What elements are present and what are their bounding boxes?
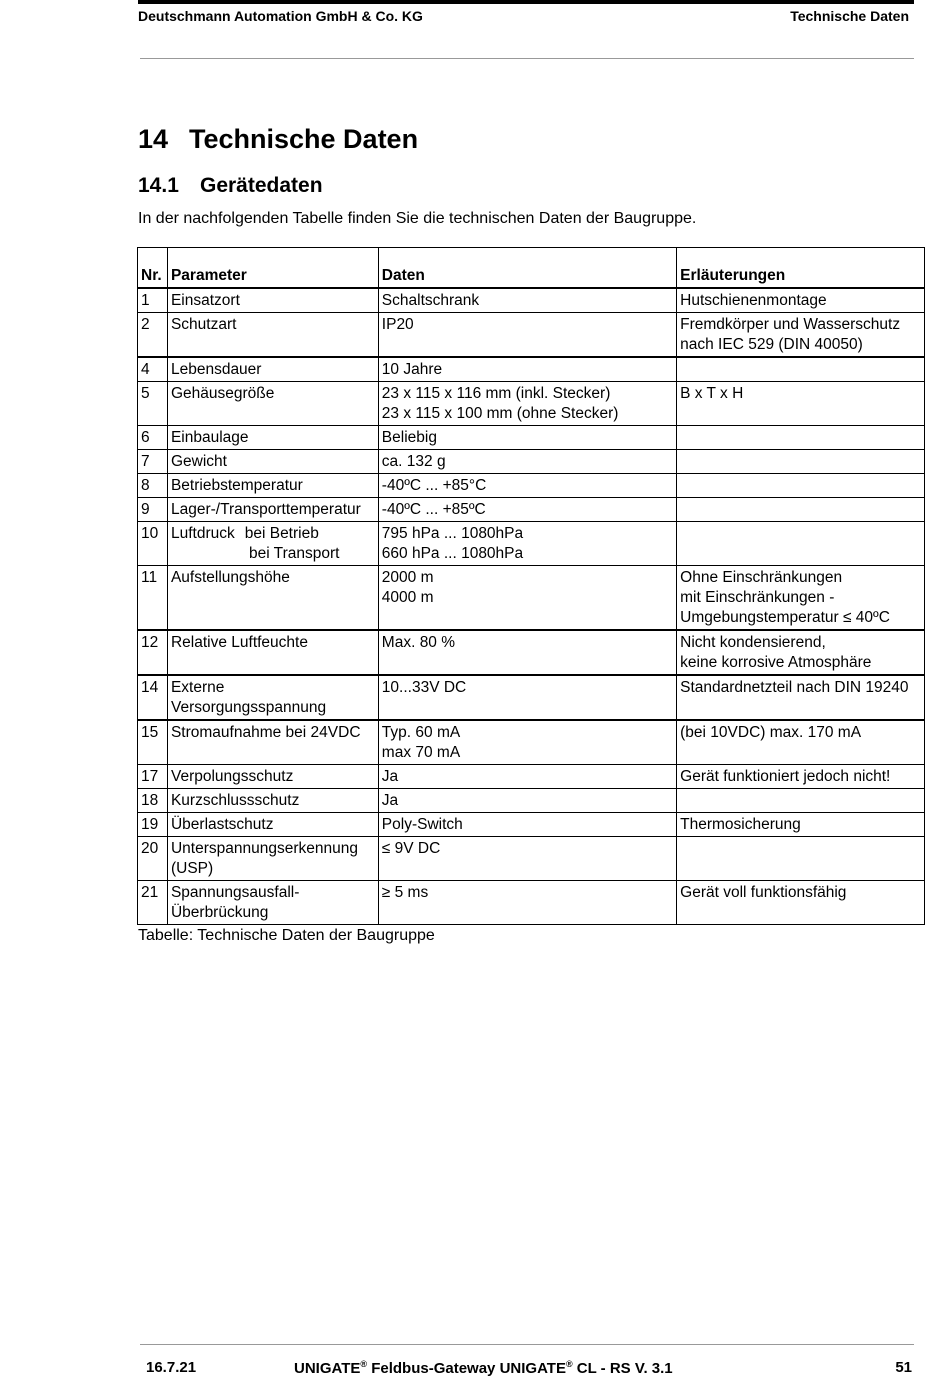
cell-nr: 9 bbox=[138, 498, 168, 522]
cell-parameter bbox=[167, 837, 378, 881]
cell-text: Schaltschrank bbox=[381, 292, 480, 309]
cell-text: Relative Luftfeuchte bbox=[170, 634, 308, 651]
cell-nr: 18 bbox=[138, 789, 168, 813]
cell-nr: 12 bbox=[138, 630, 168, 675]
cell-text: Thermosicherung bbox=[680, 816, 801, 833]
cell-nr: 14 bbox=[138, 675, 168, 720]
table-row bbox=[138, 498, 925, 522]
cell-daten bbox=[378, 357, 676, 382]
cell-text bbox=[171, 524, 375, 544]
table-body bbox=[138, 288, 925, 925]
cell-parameter bbox=[167, 450, 378, 474]
table-row bbox=[138, 426, 925, 450]
cell-text: 23 x 115 x 116 mm (inkl. Stecker) bbox=[381, 385, 611, 402]
cell-erlaeuterungen bbox=[677, 630, 925, 675]
cell-erlaeuterungen bbox=[677, 474, 925, 498]
cell-text: Versorgungsspannung bbox=[170, 699, 327, 716]
cell-nr: 2 bbox=[138, 313, 168, 358]
cell-text: Typ. 60 mA bbox=[381, 724, 461, 741]
footer-divider bbox=[140, 1344, 914, 1345]
header-top-rule bbox=[138, 0, 914, 4]
cell-text: 10...33V DC bbox=[381, 679, 467, 696]
table-row bbox=[138, 357, 925, 382]
cell-daten bbox=[378, 426, 676, 450]
cell-daten bbox=[378, 288, 676, 313]
cell-text: Einbaulage bbox=[170, 429, 249, 446]
cell-text: (bei 10VDC) max. 170 mA bbox=[680, 724, 862, 741]
cell-nr: 5 bbox=[138, 382, 168, 426]
cell-parameter bbox=[167, 765, 378, 789]
cell-parameter bbox=[167, 789, 378, 813]
cell-nr: 6 bbox=[138, 426, 168, 450]
cell-parameter bbox=[167, 382, 378, 426]
table-row bbox=[138, 837, 925, 881]
footer-title-end: CL - RS V. 3.1 bbox=[572, 1360, 673, 1377]
cell-daten bbox=[378, 450, 676, 474]
chapter-heading bbox=[138, 124, 418, 155]
cell-erlaeuterungen bbox=[677, 566, 925, 631]
cell-text: Betriebstemperatur bbox=[170, 477, 303, 494]
table-header-row bbox=[138, 248, 925, 289]
chapter-number: 14 bbox=[138, 124, 169, 154]
cell-text: Fremdkörper und Wasserschutz bbox=[680, 316, 901, 333]
cell-text: Lager-/Transporttemperatur bbox=[170, 501, 361, 518]
section-heading bbox=[138, 174, 323, 198]
cell-nr: 21 bbox=[138, 881, 168, 925]
header-daten: Daten bbox=[378, 248, 676, 289]
cell-text: Schutzart bbox=[170, 316, 237, 333]
cell-parameter bbox=[167, 881, 378, 925]
cell-daten bbox=[378, 498, 676, 522]
cell-nr: 11 bbox=[138, 566, 168, 631]
header-erlaeuterungen: Erläuterungen bbox=[677, 248, 925, 289]
footer-title bbox=[294, 1359, 673, 1377]
cell-text: 23 x 115 x 100 mm (ohne Stecker) bbox=[381, 405, 619, 422]
cell-text: Aufstellungshöhe bbox=[170, 569, 290, 586]
cell-nr: 17 bbox=[138, 765, 168, 789]
cell-erlaeuterungen bbox=[677, 382, 925, 426]
cell-erlaeuterungen bbox=[677, 765, 925, 789]
cell-text: Ja bbox=[381, 768, 399, 785]
header-parameter: Parameter bbox=[167, 248, 378, 289]
cell-text: -40ºC ... +85°C bbox=[381, 477, 487, 494]
cell-parameter bbox=[167, 566, 378, 631]
section-title: Gerätedaten bbox=[200, 174, 323, 197]
table-row bbox=[138, 720, 925, 765]
cell-text: keine korrosive Atmosphäre bbox=[680, 654, 872, 671]
table-row bbox=[138, 382, 925, 426]
cell-erlaeuterungen bbox=[677, 288, 925, 313]
technical-data-table bbox=[137, 247, 925, 925]
cell-daten bbox=[378, 474, 676, 498]
cell-nr: 10 bbox=[138, 522, 168, 566]
cell-text: Verpolungsschutz bbox=[170, 768, 294, 785]
cell-text: 4000 m bbox=[381, 589, 434, 606]
header-divider bbox=[140, 58, 914, 59]
cell-nr: 19 bbox=[138, 813, 168, 837]
footer-title-middle: Feldbus-Gateway UNIGATE bbox=[367, 1360, 566, 1377]
cell-text: 2000 m bbox=[381, 569, 434, 586]
cell-text: Überbrückung bbox=[170, 904, 269, 921]
cell-text: 660 hPa ... 1080hPa bbox=[381, 545, 524, 562]
table-row bbox=[138, 813, 925, 837]
cell-parameter bbox=[167, 288, 378, 313]
cell-text: ca. 132 g bbox=[381, 453, 446, 470]
cell-text: -40ºC ... +85ºC bbox=[381, 501, 486, 518]
cell-text: Unterspannungserkennung bbox=[170, 840, 358, 857]
cell-text: 795 hPa ... 1080hPa bbox=[381, 525, 524, 542]
cell-text bbox=[171, 544, 375, 564]
cell-daten bbox=[378, 522, 676, 566]
cell-text: Gehäusegröße bbox=[170, 385, 275, 402]
cell-erlaeuterungen bbox=[677, 720, 925, 765]
table-row bbox=[138, 566, 925, 631]
header-company: Deutschmann Automation GmbH & Co. KG bbox=[138, 8, 423, 24]
cell-erlaeuterungen bbox=[677, 675, 925, 720]
cell-text: Hutschienenmontage bbox=[680, 292, 827, 309]
cell-text: Externe bbox=[170, 679, 225, 696]
cell-parameter bbox=[167, 357, 378, 382]
cell-parameter bbox=[167, 474, 378, 498]
cell-erlaeuterungen bbox=[677, 881, 925, 925]
cell-text: Lebensdauer bbox=[170, 361, 262, 378]
footer-date: 16.7.21 bbox=[146, 1359, 197, 1376]
cell-text: Max. 80 % bbox=[381, 634, 456, 651]
cell-text: Spannungsausfall- bbox=[170, 884, 300, 901]
cell-text: ≥ 5 ms bbox=[381, 884, 429, 901]
cell-text: (USP) bbox=[170, 860, 214, 877]
cell-nr: 8 bbox=[138, 474, 168, 498]
cell-parameter bbox=[167, 498, 378, 522]
cell-daten bbox=[378, 837, 676, 881]
cell-daten bbox=[378, 765, 676, 789]
table-row bbox=[138, 630, 925, 675]
cell-text: Umgebungstemperatur ≤ 40ºC bbox=[680, 609, 890, 626]
cell-parameter bbox=[167, 813, 378, 837]
page-number: 51 bbox=[895, 1359, 912, 1376]
cell-erlaeuterungen bbox=[677, 426, 925, 450]
cell-parameter bbox=[167, 313, 378, 358]
cell-daten bbox=[378, 675, 676, 720]
cell-parameter bbox=[167, 630, 378, 675]
cell-parameter bbox=[167, 675, 378, 720]
cell-parameter bbox=[167, 522, 378, 566]
cell-nr: 7 bbox=[138, 450, 168, 474]
cell-text: Stromaufnahme bei 24VDC bbox=[170, 724, 361, 741]
cell-parameter bbox=[167, 720, 378, 765]
footer-title-brand: UNIGATE bbox=[294, 1360, 361, 1377]
table-row bbox=[138, 474, 925, 498]
cell-text: Einsatzort bbox=[170, 292, 240, 309]
cell-text: Beliebig bbox=[381, 429, 437, 446]
registered-mark: ® bbox=[565, 1359, 573, 1369]
table-row bbox=[138, 675, 925, 720]
section-number: 14.1 bbox=[138, 174, 179, 197]
cell-text: nach IEC 529 (DIN 40050) bbox=[680, 336, 863, 353]
registered-mark: ® bbox=[360, 1359, 368, 1369]
cell-erlaeuterungen bbox=[677, 357, 925, 382]
cell-text: max 70 mA bbox=[381, 744, 461, 761]
cell-daten bbox=[378, 382, 676, 426]
cell-text: Nicht kondensierend, bbox=[680, 634, 826, 651]
cell-text: 10 Jahre bbox=[381, 361, 443, 378]
cell-text: Gewicht bbox=[170, 453, 227, 470]
cell-nr: 1 bbox=[138, 288, 168, 313]
parameter-sub: bei Betrieb bbox=[244, 525, 319, 542]
cell-text: Ohne Einschränkungen bbox=[680, 569, 843, 586]
intro-paragraph: In der nachfolgenden Tabelle finden Sie die technischen Daten der Baugruppe. bbox=[138, 210, 697, 227]
cell-erlaeuterungen bbox=[677, 789, 925, 813]
parameter-sub: bei Transport bbox=[248, 545, 340, 562]
cell-text: Gerät voll funktionsfähig bbox=[680, 884, 847, 901]
table-row bbox=[138, 522, 925, 566]
table-row bbox=[138, 288, 925, 313]
cell-text: Ja bbox=[381, 792, 399, 809]
parameter-main: Luftdruck bbox=[170, 525, 235, 542]
table-row bbox=[138, 881, 925, 925]
table-row bbox=[138, 450, 925, 474]
cell-text: Standardnetzteil nach DIN 19240 bbox=[680, 679, 909, 696]
table-row bbox=[138, 789, 925, 813]
table-row bbox=[138, 313, 925, 358]
cell-nr: 20 bbox=[138, 837, 168, 881]
cell-erlaeuterungen bbox=[677, 313, 925, 358]
cell-daten bbox=[378, 313, 676, 358]
cell-parameter bbox=[167, 426, 378, 450]
cell-text: Überlastschutz bbox=[170, 816, 274, 833]
cell-text: Gerät funktioniert jedoch nicht! bbox=[680, 768, 891, 785]
cell-erlaeuterungen bbox=[677, 813, 925, 837]
header-section-title: Technische Daten bbox=[790, 8, 909, 24]
cell-text: Kurzschlussschutz bbox=[170, 792, 300, 809]
cell-daten bbox=[378, 789, 676, 813]
cell-erlaeuterungen bbox=[677, 837, 925, 881]
cell-daten bbox=[378, 813, 676, 837]
table-row bbox=[138, 765, 925, 789]
table-caption: Tabelle: Technische Daten der Baugruppe bbox=[138, 927, 435, 944]
chapter-title: Technische Daten bbox=[189, 124, 419, 154]
cell-daten bbox=[378, 720, 676, 765]
cell-text: IP20 bbox=[381, 316, 414, 333]
cell-daten bbox=[378, 566, 676, 631]
cell-text: mit Einschränkungen - bbox=[680, 589, 835, 606]
cell-text: ≤ 9V DC bbox=[381, 840, 441, 857]
cell-daten bbox=[378, 881, 676, 925]
cell-erlaeuterungen bbox=[677, 498, 925, 522]
cell-nr: 4 bbox=[138, 357, 168, 382]
header-nr: Nr. bbox=[138, 248, 168, 289]
cell-nr: 15 bbox=[138, 720, 168, 765]
cell-erlaeuterungen bbox=[677, 450, 925, 474]
cell-text: B x T x H bbox=[680, 385, 744, 402]
cell-text: Poly-Switch bbox=[381, 816, 463, 833]
cell-daten bbox=[378, 630, 676, 675]
cell-erlaeuterungen bbox=[677, 522, 925, 566]
